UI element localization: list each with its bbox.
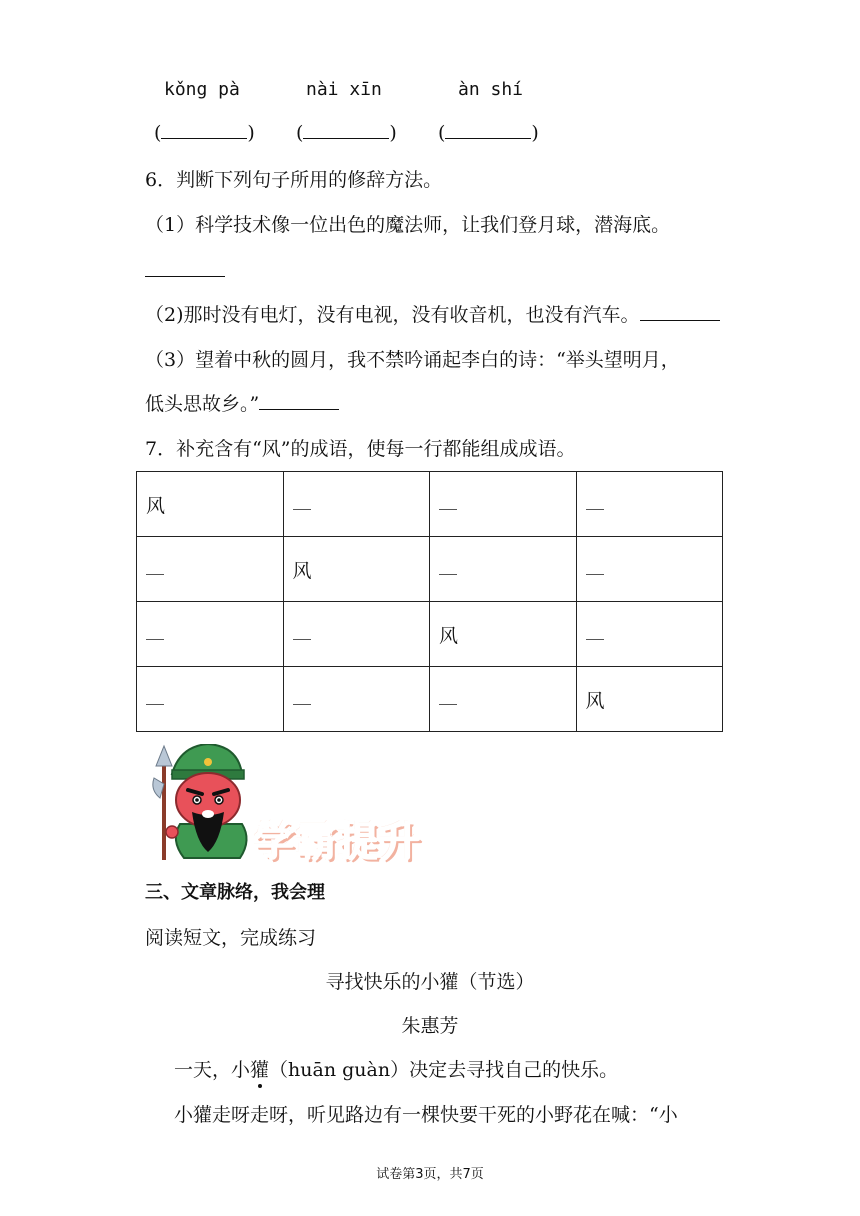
grid-cell-blank[interactable] xyxy=(137,667,284,732)
cell-char: 风 xyxy=(146,494,166,517)
table-row xyxy=(137,472,723,537)
q6-sentence-2-row xyxy=(145,302,720,328)
q6-sentence-3-line2-row xyxy=(145,391,339,417)
q6-sentence-2: （2)那时没有电灯，没有电视，没有收音机，也没有汽车。 xyxy=(145,304,640,326)
answer-box-2[interactable] xyxy=(296,120,397,146)
answer-box-3[interactable] xyxy=(438,120,539,146)
pinyin-2: nài xīn xyxy=(306,79,382,100)
grid-cell xyxy=(137,472,284,537)
grid-cell-blank[interactable] xyxy=(137,602,284,667)
xueba-banner xyxy=(150,744,460,865)
grid-cell-blank[interactable] xyxy=(576,537,723,602)
q6-sentence-1: （1）科学技术像一位出色的魔法师，让我们登月球，潜海底。 xyxy=(145,214,671,236)
grid-cell xyxy=(430,602,577,667)
answer-box-1[interactable] xyxy=(154,120,255,146)
grid-cell-blank[interactable] xyxy=(283,472,430,537)
paren-close: ) xyxy=(531,122,539,144)
grid-cell-blank[interactable] xyxy=(576,472,723,537)
paragraph-1-start: 一天，小 xyxy=(174,1059,251,1081)
idiom-grid xyxy=(136,471,723,732)
paren-open: ( xyxy=(154,122,162,144)
q7-title: 7．补充含有“风”的成语，使每一行都能组成成语。 xyxy=(145,438,576,460)
paren-close: ) xyxy=(389,122,397,144)
grid-cell-blank[interactable] xyxy=(137,537,284,602)
grid-cell xyxy=(576,667,723,732)
grid-cell-blank[interactable] xyxy=(430,537,577,602)
paragraph-1-end: （huān guàn）决定去寻找自己的快乐。 xyxy=(269,1059,619,1081)
cell-char: 风 xyxy=(292,559,312,582)
table-row xyxy=(137,602,723,667)
q6-sentence-3: （3）望着中秋的圆月，我不禁吟诵起李白的诗：“举头望明月， xyxy=(145,349,680,371)
page-footer: 试卷第3页，共7页 xyxy=(376,1167,484,1182)
table-row xyxy=(137,667,723,732)
section-heading: 三、文章脉络，我会理 xyxy=(145,882,325,903)
q6-title: 6．判断下列句子所用的修辞方法。 xyxy=(145,169,443,191)
grid-cell xyxy=(283,537,430,602)
paren-close: ) xyxy=(247,122,255,144)
pinyin-3: àn shí xyxy=(458,79,524,100)
q6-blank-3[interactable] xyxy=(259,391,339,410)
table-row xyxy=(137,537,723,602)
grid-cell-blank[interactable] xyxy=(283,602,430,667)
paren-open: ( xyxy=(438,122,446,144)
article-author: 朱惠芳 xyxy=(401,1015,459,1037)
banner-title: 学霸提升 xyxy=(254,819,422,865)
pinyin-1: kǒng pà xyxy=(164,79,240,100)
cell-char: 风 xyxy=(585,689,605,712)
article-title: 寻找快乐的小獾（节选） xyxy=(325,971,535,993)
cell-char: 风 xyxy=(439,624,459,647)
q6-blank-2[interactable] xyxy=(640,302,720,321)
q6-blank-1[interactable] xyxy=(145,260,225,277)
paragraph-2: 小獾走呀走呀，听见路边有一棵快要干死的小野花在喊：“小 xyxy=(174,1104,678,1126)
emphasized-char: 獾 xyxy=(250,1059,270,1081)
reading-instruction: 阅读短文，完成练习 xyxy=(145,927,317,949)
q6-sentence-3-line2: 低头思故乡。” xyxy=(145,393,260,415)
grid-cell-blank[interactable] xyxy=(576,602,723,667)
grid-cell-blank[interactable] xyxy=(430,667,577,732)
grid-cell-blank[interactable] xyxy=(430,472,577,537)
grid-cell-blank[interactable] xyxy=(283,667,430,732)
paragraph-1 xyxy=(174,1057,618,1083)
paren-open: ( xyxy=(296,122,304,144)
